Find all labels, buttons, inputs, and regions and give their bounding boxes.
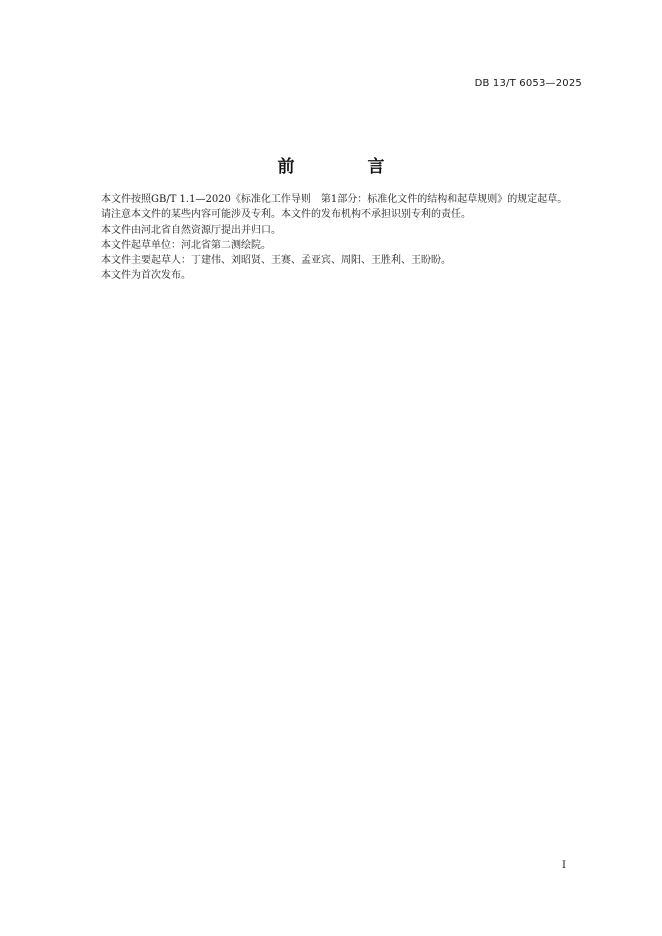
- paragraph-drafting-unit: 本文件起草单位：河北省第二测绘院。: [101, 239, 271, 251]
- paragraph-drafting-rules: 本文件按照GB/T 1.1—2020《标准化工作导则 第1部分：标准化文件的结构和起草规则》的规定起草。: [101, 194, 568, 205]
- paragraph-drafters: 本文件主要起草人：丁建伟、刘昭贤、王赛、孟亚宾、周阳、王胜利、王盼盼。: [101, 255, 451, 267]
- page-number: I: [562, 860, 566, 871]
- page-title: 前 言: [277, 157, 413, 177]
- paragraph-first-release: 本文件为首次发布。: [101, 270, 191, 282]
- standard-code: DB 13/T 6053—2025: [474, 78, 582, 89]
- paragraph-patent-notice: 请注意本文件的某些内容可能涉及专利。本文件的发布机构不承担识别专利的责任。: [101, 209, 471, 221]
- paragraph-proposer: 本文件由河北省自然资源厅提出并归口。: [101, 224, 281, 236]
- foreword-body: [81, 192, 583, 284]
